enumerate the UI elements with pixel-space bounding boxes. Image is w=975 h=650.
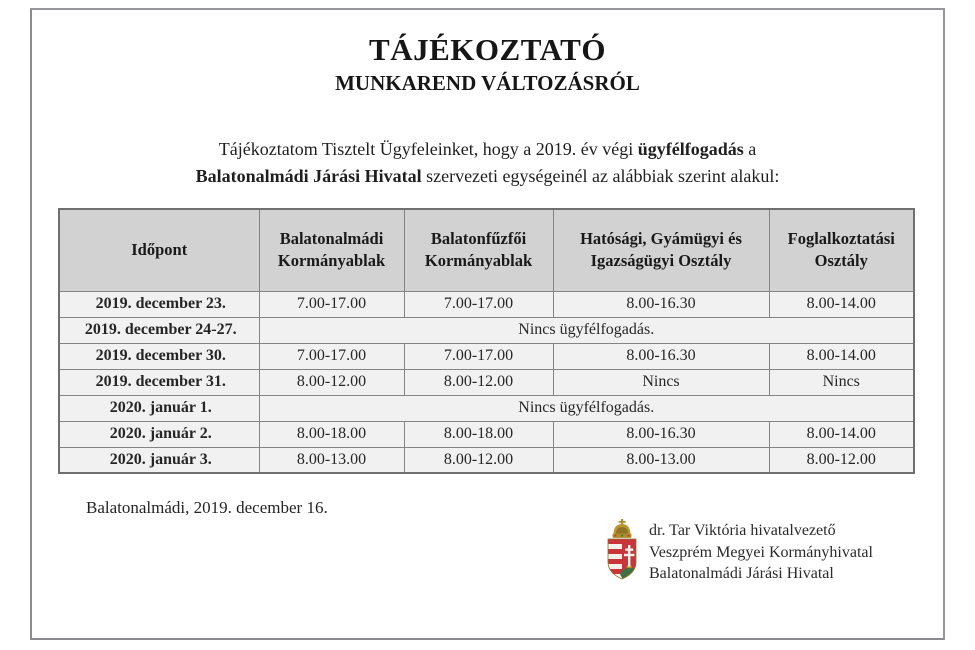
header-cell-balatonfuzfoi: Balatonfűzfői Kormányablak bbox=[404, 209, 553, 291]
time-cell: 8.00-14.00 bbox=[769, 421, 914, 447]
time-cell: Nincs bbox=[769, 369, 914, 395]
time-cell: 8.00-13.00 bbox=[553, 447, 769, 473]
date-cell: 2019. december 31. bbox=[59, 369, 259, 395]
signature-block bbox=[603, 516, 873, 591]
table-row bbox=[59, 317, 914, 343]
date-cell: 2019. december 30. bbox=[59, 343, 259, 369]
hungarian-coat-of-arms-icon bbox=[603, 516, 649, 591]
date-cell: 2019. december 24-27. bbox=[59, 317, 259, 343]
time-cell: 7.00-17.00 bbox=[404, 291, 553, 317]
schedule-table bbox=[58, 208, 915, 474]
page-subtitle: MUNKAREND VÁLTOZÁSRÓL bbox=[335, 71, 640, 95]
time-cell: 7.00-17.00 bbox=[259, 343, 404, 369]
table-row bbox=[59, 343, 914, 369]
time-cell: 7.00-17.00 bbox=[259, 291, 404, 317]
table-row bbox=[59, 369, 914, 395]
time-cell: 8.00-18.00 bbox=[404, 421, 553, 447]
time-cell: 8.00-16.30 bbox=[553, 421, 769, 447]
header-cell-idopont: Időpont bbox=[59, 209, 259, 291]
time-cell: 8.00-12.00 bbox=[259, 369, 404, 395]
signature-office: Veszprém Megyei Kormányhivatal bbox=[649, 543, 873, 561]
table-row bbox=[59, 447, 914, 473]
time-cell: 8.00-18.00 bbox=[259, 421, 404, 447]
date-cell: 2019. december 23. bbox=[59, 291, 259, 317]
date-cell: 2020. január 1. bbox=[59, 395, 259, 421]
intro-bold-segment: Balatonalmádi Járási Hivatal bbox=[195, 166, 422, 186]
document-date: Balatonalmádi, 2019. december 16. bbox=[86, 498, 328, 517]
document-page bbox=[30, 8, 945, 640]
table-header-row bbox=[59, 209, 914, 291]
date-cell: 2020. január 2. bbox=[59, 421, 259, 447]
signature-name: dr. Tar Viktória hivatalvezető bbox=[649, 522, 836, 539]
intro-bold-segment: ügyfélfogadás bbox=[637, 139, 744, 159]
intro-text-segment: a bbox=[743, 139, 757, 159]
time-cell: 8.00-12.00 bbox=[404, 447, 553, 473]
header-cell-balatonalmadi: Balatonalmádi Kormányablak bbox=[259, 209, 404, 291]
signature-department: Balatonalmádi Járási Hivatal bbox=[649, 565, 834, 582]
header-cell-foglalkoztatasi: Foglalkoztatási Osztály bbox=[769, 209, 914, 291]
merged-cell: Nincs ügyfélfogadás. bbox=[259, 395, 914, 421]
header-cell-hatosagi: Hatósági, Gyámügyi és Igazságügyi Osztály bbox=[553, 209, 769, 291]
intro-paragraph bbox=[32, 136, 943, 190]
time-cell: 7.00-17.00 bbox=[404, 343, 553, 369]
date-cell: 2020. január 3. bbox=[59, 447, 259, 473]
signature-lines bbox=[649, 516, 873, 585]
time-cell: 8.00-12.00 bbox=[404, 369, 553, 395]
time-cell: 8.00-14.00 bbox=[769, 343, 914, 369]
intro-text-segment: Tájékoztatom Tisztelt Ügyfeleinket, hogy a 2019. év végi bbox=[218, 139, 638, 159]
table-row bbox=[59, 395, 914, 421]
table-row bbox=[59, 291, 914, 317]
merged-cell: Nincs ügyfélfogadás. bbox=[259, 317, 914, 343]
intro-text-segment: szervezeti egységeinél az alábbiak szerint alakul: bbox=[421, 166, 780, 186]
page-title: TÁJÉKOZTATÓ bbox=[369, 32, 606, 67]
time-cell: Nincs bbox=[553, 369, 769, 395]
time-cell: 8.00-16.30 bbox=[553, 291, 769, 317]
time-cell: 8.00-13.00 bbox=[259, 447, 404, 473]
time-cell: 8.00-14.00 bbox=[769, 291, 914, 317]
table-row bbox=[59, 421, 914, 447]
time-cell: 8.00-12.00 bbox=[769, 447, 914, 473]
title-block bbox=[32, 32, 943, 96]
time-cell: 8.00-16.30 bbox=[553, 343, 769, 369]
